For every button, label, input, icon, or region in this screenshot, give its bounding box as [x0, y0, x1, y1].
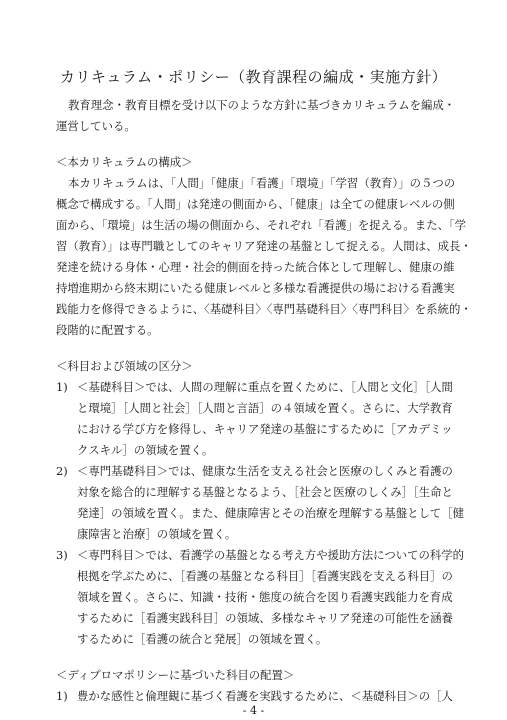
list-item-number: 2) — [56, 464, 68, 478]
division-1-line-3: における学び方を修得し、キャリア発達の基盤にするために［アカデミッ — [77, 422, 453, 436]
structure-line-8: 段階的に配置する。 — [56, 323, 159, 337]
page-number: - 4 - — [242, 704, 265, 717]
structure-line-1: 本カリキュラムは、「人間」「健康」「看護」「環境」「学習（教育）」の５つの — [68, 176, 456, 190]
division-2-line-2: 対象を総合的に理解する基盤となるよう、［社会と医療のしくみ］［生命と — [77, 485, 453, 499]
division-1-line-4: クスキル］の領域を置く。 — [77, 443, 214, 457]
structure-line-6: 持増進期から終末期にいたる健康レベルと多様な看護提供の場における看護実 — [56, 281, 455, 295]
division-2-line-4: 康障害と治療］の領域を置く。 — [77, 527, 237, 541]
division-2-line-1: ＜専門基礎科目＞では、健康な生活を支える社会と医療のしくみと看護の — [77, 464, 453, 478]
intro-line-1: 教育理念・教育目標を受け以下のような方針に基づきカリキュラムを編成・ — [68, 98, 456, 112]
structure-line-4: 習（教育）」は専門職としてのキャリア発達の基盤として捉える。人間は、成長・ — [56, 239, 472, 253]
division-1-line-2: と環境］［人間と社会］［人間と言語］の４領域を置く。さらに、大学教育 — [77, 401, 453, 415]
section-heading-divisions: ＜科目および領域の区分＞ — [56, 359, 193, 373]
structure-line-2: 概念で構成する。「人間」は発達の側面から、「健康」は全ての健康レベルの側 — [56, 197, 455, 211]
division-3-line-4: するために［看護実践科目］の領域、多様なキャリア発達の可能性を涵養 — [77, 611, 453, 625]
section-heading-diploma-policy: ＜ディプロマポリシーに基づいた科目の配置＞ — [56, 668, 295, 682]
list-item-number: 1) — [56, 380, 68, 394]
structure-line-5: 発達を続ける身体・心理・社会的側面を持った統合体として理解し、健康の維 — [56, 260, 455, 274]
division-2-line-3: 発達］の領域を置く。また、健康障害とその治療を理解する基盤として［健 — [77, 506, 465, 520]
diploma-1-line-1: 豊かな感性と倫理観に基づく看護を実践するために、＜基礎科目＞の［人 — [77, 689, 453, 703]
list-item-number: 3) — [56, 548, 68, 562]
division-3-line-2: 根拠を学ぶために、［看護の基盤となる科目］［看護実践を支える科目］の — [77, 569, 453, 583]
division-1-line-1: ＜基礎科目＞では、人間の理解に重点を置くために、［人間と文化］［人間 — [77, 380, 453, 394]
list-item-number: 1) — [56, 689, 68, 703]
division-3-line-3: 領域を置く。さらに、知識・技術・態度の統合を図り看護実践能力を育成 — [77, 590, 453, 604]
structure-line-3: 面から、「環境」は生活の場の側面から、それぞれ「看護」を捉える。また、「学 — [56, 218, 467, 232]
page-title: カリキュラム・ポリシー（教育課程の編成・実施方針） — [59, 68, 448, 86]
structure-line-7: 践能力を修得できるように、〈基礎科目〉〈専門基礎科目〉〈専門科目〉を系統的・ — [56, 302, 472, 316]
division-3-line-1: ＜専門科目＞では、看護学の基盤となる考え方や援助方法についての科学的 — [77, 548, 465, 562]
intro-line-2: 運営している。 — [56, 119, 136, 133]
section-heading-structure: ＜本カリキュラムの構成＞ — [56, 155, 193, 169]
division-3-line-5: するために［看護の統合と発展］の領域を置く。 — [77, 632, 328, 646]
